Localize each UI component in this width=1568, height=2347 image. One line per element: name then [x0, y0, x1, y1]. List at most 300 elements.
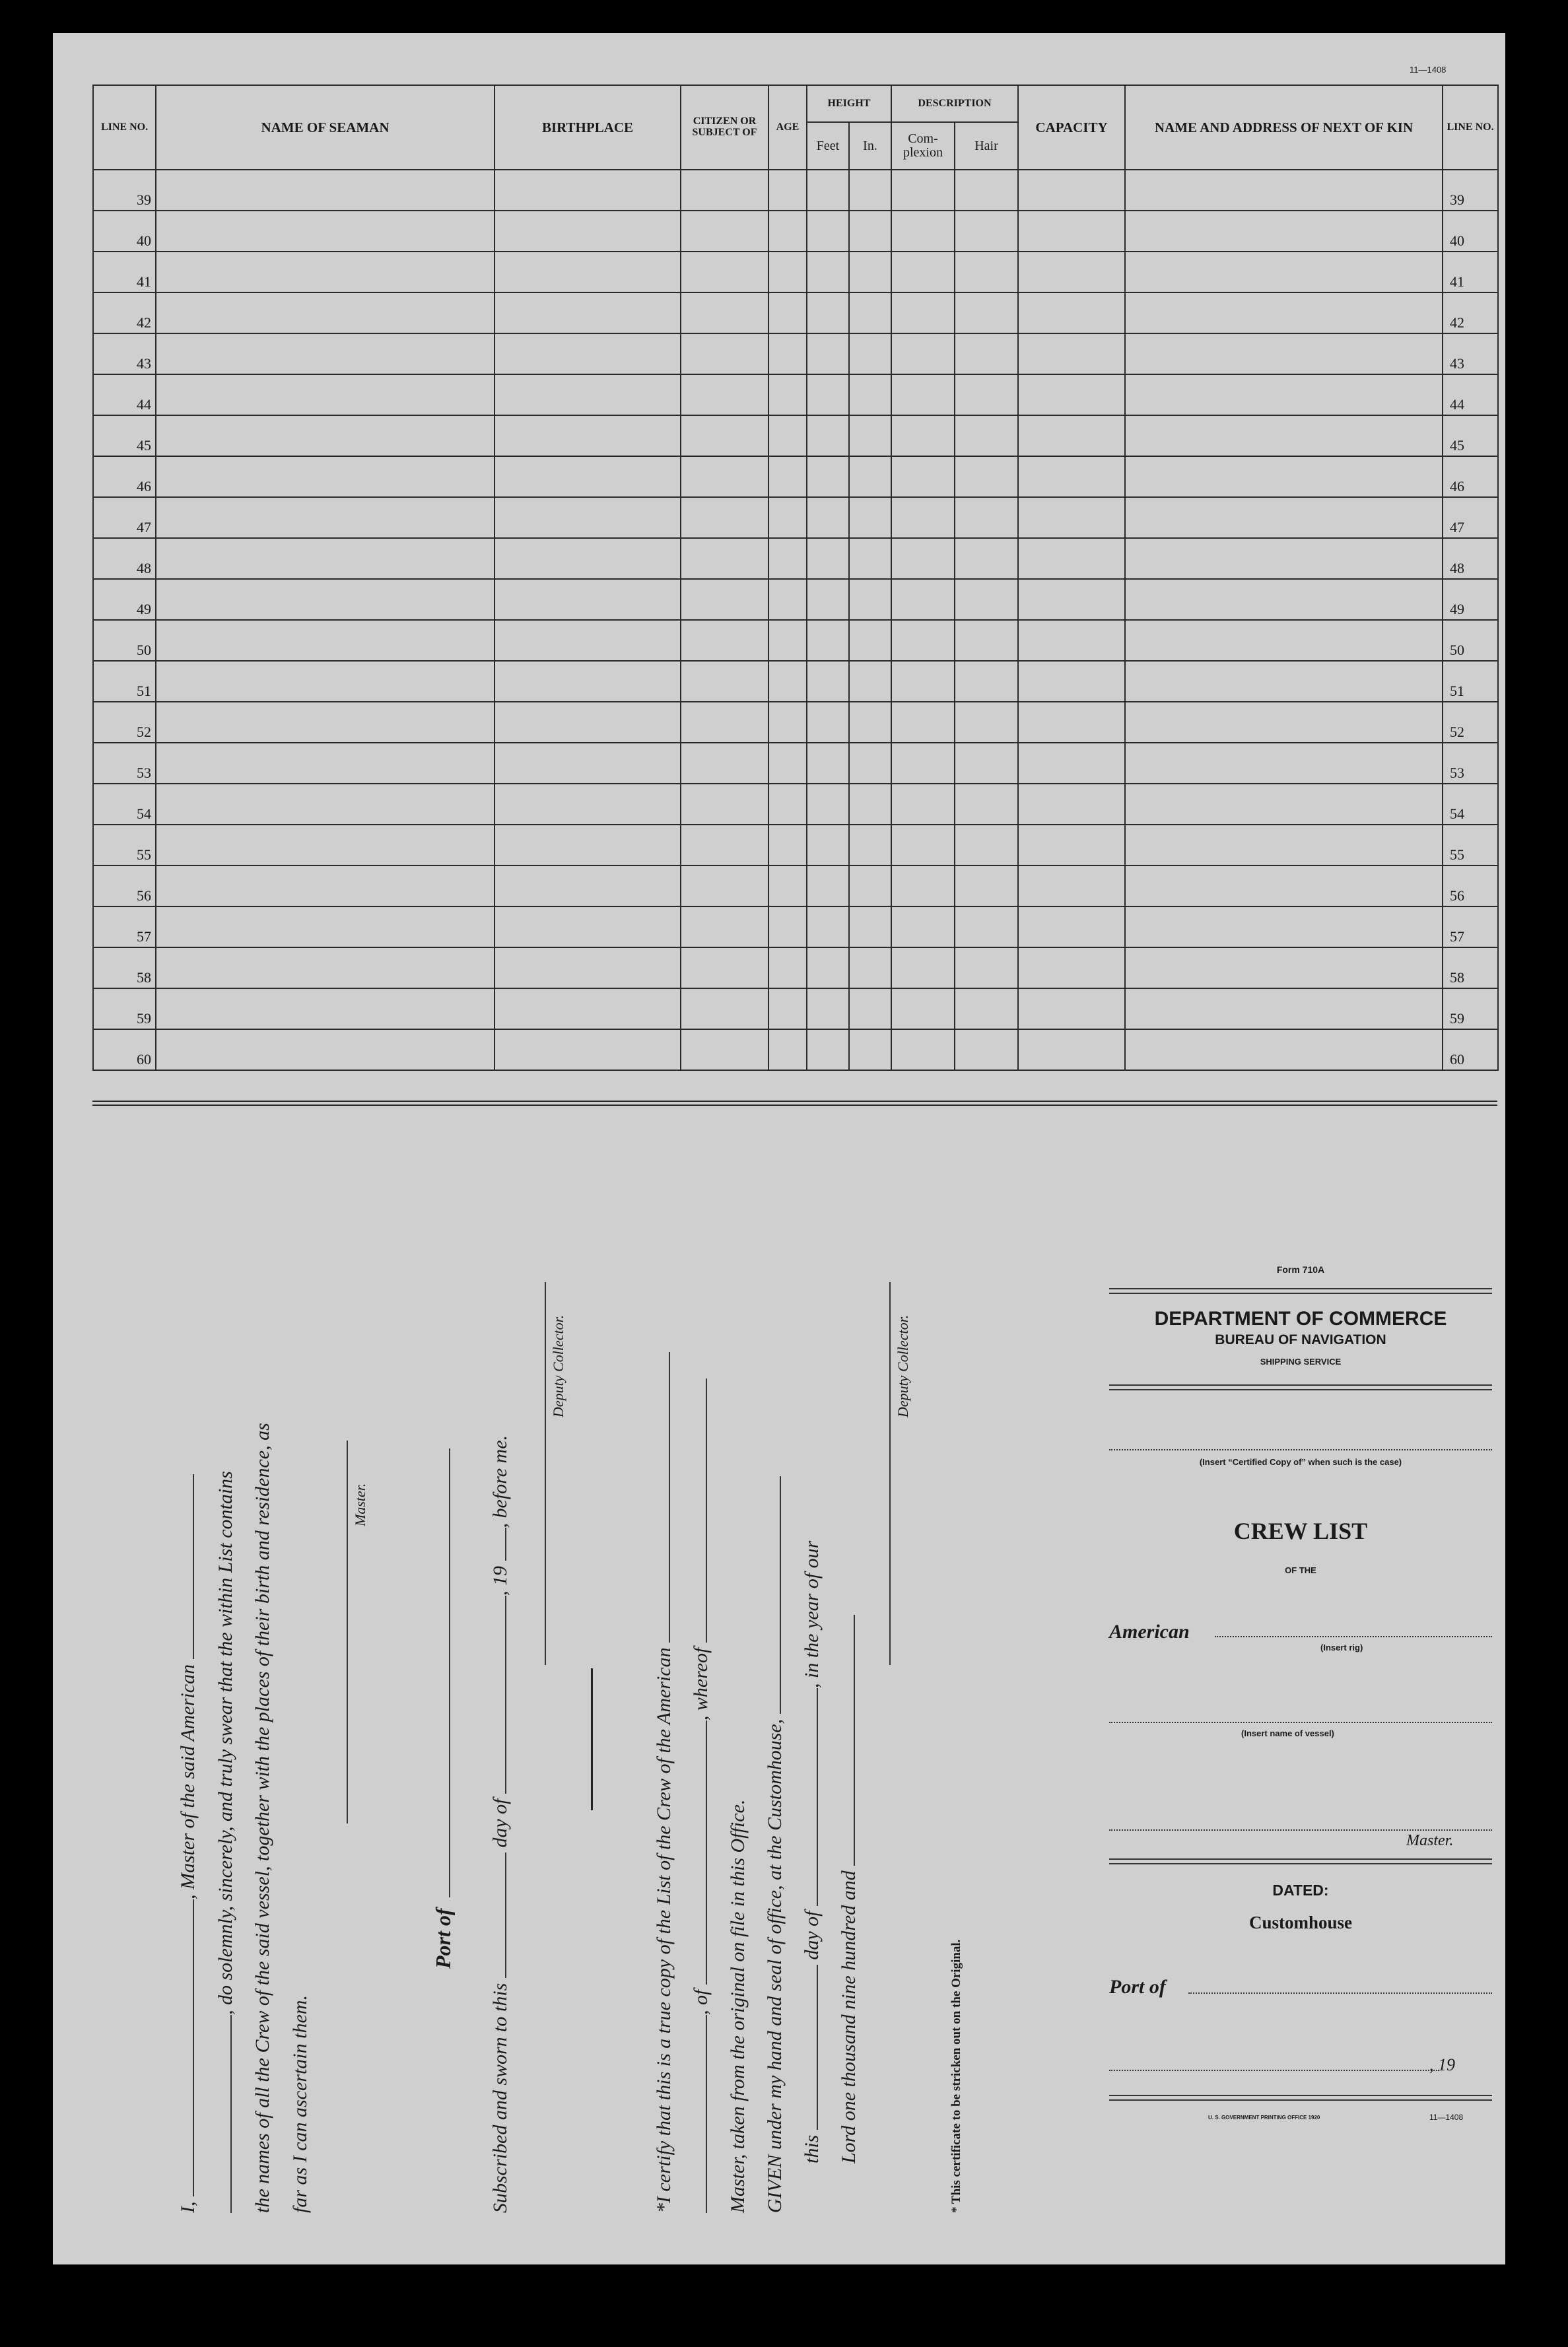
entry-cell[interactable]: [494, 988, 681, 1029]
subscribed-month-field[interactable]: [491, 1596, 506, 1794]
entry-cell[interactable]: [156, 292, 494, 333]
entry-cell[interactable]: [156, 374, 494, 415]
entry-cell[interactable]: [1018, 497, 1125, 538]
given-month-field[interactable]: [802, 1688, 818, 1906]
entry-cell[interactable]: [891, 947, 955, 988]
entry-cell[interactable]: [156, 415, 494, 456]
entry-cell[interactable]: [955, 906, 1018, 947]
entry-cell[interactable]: [891, 906, 955, 947]
entry-cell[interactable]: [891, 702, 955, 743]
entry-cell[interactable]: [955, 579, 1018, 620]
given-day-field[interactable]: [802, 1965, 818, 2130]
entry-cell[interactable]: [1018, 211, 1125, 252]
entry-cell[interactable]: [891, 415, 955, 456]
entry-cell[interactable]: [156, 252, 494, 292]
deputy-signature-line-2[interactable]: [888, 1282, 891, 1665]
entry-cell[interactable]: [891, 866, 955, 906]
entry-cell[interactable]: [849, 825, 891, 866]
rig-field[interactable]: [1215, 1636, 1492, 1637]
entry-cell[interactable]: [156, 211, 494, 252]
entry-cell[interactable]: [849, 579, 891, 620]
oath-section: [154, 1196, 1025, 2213]
entry-cell[interactable]: [955, 415, 1018, 456]
table-row: [93, 538, 1498, 579]
entry-cell[interactable]: [681, 497, 768, 538]
line-number-right: 52: [1443, 702, 1498, 743]
entry-cell[interactable]: [891, 743, 955, 784]
entry-cell[interactable]: [494, 661, 681, 702]
entry-cell[interactable]: [891, 538, 955, 579]
subscribed-day-of: day of: [489, 1798, 511, 1848]
entry-cell[interactable]: [494, 333, 681, 374]
american-label: American: [1109, 1621, 1190, 1643]
entry-cell[interactable]: [807, 743, 849, 784]
given-in-the-year: , in the year of our: [801, 1540, 823, 1688]
entry-cell[interactable]: [1125, 988, 1443, 1029]
entry-cell[interactable]: [849, 415, 891, 456]
entry-cell[interactable]: [494, 374, 681, 415]
entry-cell[interactable]: [156, 702, 494, 743]
entry-cell[interactable]: [494, 784, 681, 825]
dated-label: DATED:: [1272, 1882, 1329, 1899]
entry-cell[interactable]: [807, 825, 849, 866]
entry-cell[interactable]: [1125, 252, 1443, 292]
certify-rig-field[interactable]: [654, 1352, 670, 1643]
entry-cell[interactable]: [768, 743, 807, 784]
insert-vessel-note: (Insert name of vessel): [1241, 1728, 1334, 1738]
entry-cell[interactable]: [955, 456, 1018, 497]
entry-cell[interactable]: [681, 620, 768, 661]
entry-cell[interactable]: [1018, 906, 1125, 947]
entry-cell[interactable]: [1125, 866, 1443, 906]
line-number-right: 39: [1443, 170, 1498, 211]
entry-cell[interactable]: [1125, 292, 1443, 333]
crew-table: [92, 85, 1499, 1071]
line-number-right: 58: [1443, 947, 1498, 988]
entry-cell[interactable]: [807, 661, 849, 702]
entry-cell[interactable]: [768, 456, 807, 497]
line-number-left: 54: [93, 784, 156, 825]
this-day-line: [801, 1541, 823, 2163]
entry-cell[interactable]: [1125, 497, 1443, 538]
entry-cell[interactable]: [1018, 333, 1125, 374]
oath-line-4: far as I can ascertain them.: [289, 1995, 311, 2213]
entry-cell[interactable]: [955, 702, 1018, 743]
entry-cell[interactable]: [807, 988, 849, 1029]
entry-cell[interactable]: [807, 620, 849, 661]
entry-cell[interactable]: [1125, 906, 1443, 947]
entry-cell[interactable]: [807, 1029, 849, 1070]
header-capacity: CAPACITY: [1018, 85, 1125, 170]
entry-cell[interactable]: [681, 906, 768, 947]
entry-cell[interactable]: [156, 1029, 494, 1070]
entry-cell[interactable]: [156, 947, 494, 988]
port-field[interactable]: [1188, 1992, 1492, 1994]
entry-cell[interactable]: [156, 170, 494, 211]
entry-cell[interactable]: [891, 374, 955, 415]
certify-line-2: [690, 1378, 712, 2213]
entry-cell[interactable]: [849, 292, 891, 333]
entry-cell[interactable]: [768, 292, 807, 333]
entry-cell[interactable]: [1125, 456, 1443, 497]
crew-table-body: [93, 170, 1498, 1070]
entry-cell[interactable]: [807, 211, 849, 252]
entry-cell[interactable]: [807, 374, 849, 415]
entry-cell[interactable]: [681, 333, 768, 374]
entry-cell[interactable]: [955, 947, 1018, 988]
certify-port-field[interactable]: [691, 1720, 707, 1985]
entry-cell[interactable]: [494, 579, 681, 620]
entry-cell[interactable]: [156, 579, 494, 620]
entry-cell[interactable]: [1125, 415, 1443, 456]
entry-cell[interactable]: [849, 374, 891, 415]
entry-cell[interactable]: [849, 661, 891, 702]
header-height: HEIGHT: [807, 85, 891, 122]
entry-cell[interactable]: [807, 456, 849, 497]
port-of-field[interactable]: [434, 1448, 450, 1897]
entry-cell[interactable]: [681, 292, 768, 333]
entry-cell[interactable]: [1018, 988, 1125, 1029]
entry-cell[interactable]: [494, 415, 681, 456]
entry-cell[interactable]: [849, 784, 891, 825]
entry-cell[interactable]: [768, 497, 807, 538]
vessel-name-field[interactable]: [216, 2015, 232, 2213]
entry-cell[interactable]: [1018, 702, 1125, 743]
entry-cell[interactable]: [807, 538, 849, 579]
entry-cell[interactable]: [681, 374, 768, 415]
entry-cell[interactable]: [768, 374, 807, 415]
entry-cell[interactable]: [1125, 743, 1443, 784]
certify-master-field[interactable]: [691, 1378, 707, 1643]
entry-cell[interactable]: [891, 579, 955, 620]
subscribed-before-me: , before me.: [489, 1435, 511, 1528]
entry-cell[interactable]: [681, 579, 768, 620]
entry-cell[interactable]: [156, 333, 494, 374]
entry-cell[interactable]: [768, 333, 807, 374]
deputy-signature-line[interactable]: [543, 1282, 546, 1665]
entry-cell[interactable]: [807, 947, 849, 988]
line-number-right: 50: [1443, 620, 1498, 661]
entry-cell[interactable]: [1018, 620, 1125, 661]
entry-cell[interactable]: [681, 415, 768, 456]
entry-cell[interactable]: [494, 743, 681, 784]
given-line: [764, 1476, 786, 2213]
header-complexion: Com-plexion: [891, 122, 955, 170]
entry-cell[interactable]: [156, 661, 494, 702]
entry-cell[interactable]: [494, 456, 681, 497]
entry-cell[interactable]: [681, 456, 768, 497]
given-this: this: [801, 2134, 823, 2163]
entry-cell[interactable]: [156, 906, 494, 947]
entry-cell[interactable]: [891, 1029, 955, 1070]
form-710a: Form 710A: [1276, 1264, 1325, 1275]
entry-cell[interactable]: [849, 743, 891, 784]
oath-line-2: [215, 1471, 237, 2213]
entry-cell[interactable]: [849, 252, 891, 292]
table-row: [93, 947, 1498, 988]
entry-cell[interactable]: [494, 825, 681, 866]
line-number-left: 41: [93, 252, 156, 292]
line-number-left: 60: [93, 1029, 156, 1070]
entry-cell[interactable]: [955, 743, 1018, 784]
entry-cell[interactable]: [891, 456, 955, 497]
entry-cell[interactable]: [891, 333, 955, 374]
entry-cell[interactable]: [768, 252, 807, 292]
entry-cell[interactable]: [1018, 252, 1125, 292]
entry-cell[interactable]: [768, 866, 807, 906]
entry-cell[interactable]: [1125, 333, 1443, 374]
entry-cell[interactable]: [891, 252, 955, 292]
certify-whereof: , whereof: [690, 1647, 712, 1721]
entry-cell[interactable]: [768, 784, 807, 825]
vessel-field[interactable]: [178, 1474, 194, 1659]
table-row: [93, 415, 1498, 456]
entry-cell[interactable]: [156, 497, 494, 538]
entry-cell[interactable]: [1125, 784, 1443, 825]
entry-cell[interactable]: [955, 866, 1018, 906]
entry-cell[interactable]: [1125, 825, 1443, 866]
line-number-right: 42: [1443, 292, 1498, 333]
table-row: [93, 784, 1498, 825]
subscribed-year-field[interactable]: [491, 1528, 506, 1561]
entry-cell[interactable]: [1125, 170, 1443, 211]
entry-cell[interactable]: [494, 170, 681, 211]
entry-cell[interactable]: [849, 988, 891, 1029]
entry-cell[interactable]: [955, 661, 1018, 702]
entry-cell[interactable]: [681, 170, 768, 211]
form-number-top: 11—1408: [1410, 65, 1447, 75]
entry-cell[interactable]: [681, 661, 768, 702]
entry-cell[interactable]: [768, 702, 807, 743]
entry-cell[interactable]: [156, 866, 494, 906]
certified-copy-field[interactable]: [1109, 1449, 1492, 1450]
entry-cell[interactable]: [1018, 743, 1125, 784]
entry-cell[interactable]: [955, 620, 1018, 661]
entry-cell[interactable]: [1125, 661, 1443, 702]
entry-cell[interactable]: [681, 252, 768, 292]
of-the-label: OF THE: [1285, 1565, 1316, 1575]
entry-cell[interactable]: [955, 170, 1018, 211]
entry-cell[interactable]: [156, 456, 494, 497]
line-number-left: 48: [93, 538, 156, 579]
entry-cell[interactable]: [156, 538, 494, 579]
entry-cell[interactable]: [849, 170, 891, 211]
entry-cell[interactable]: [849, 211, 891, 252]
entry-cell[interactable]: [494, 211, 681, 252]
entry-cell[interactable]: [955, 784, 1018, 825]
certify-text: *I certify that this is a true copy of the List of the Crew of the American: [653, 1647, 675, 2213]
given-place-field[interactable]: [765, 1476, 781, 1714]
entry-cell[interactable]: [156, 784, 494, 825]
entry-cell[interactable]: [1018, 825, 1125, 866]
given-day-of: day of: [801, 1911, 823, 1960]
entry-cell[interactable]: [807, 170, 849, 211]
deputy-collector-label-2: Deputy Collector.: [895, 1314, 911, 1417]
master-signature-line[interactable]: [345, 1441, 348, 1823]
insert-rig-note: (Insert rig): [1320, 1643, 1363, 1652]
entry-cell[interactable]: [955, 252, 1018, 292]
entry-cell[interactable]: [494, 702, 681, 743]
entry-cell[interactable]: [768, 947, 807, 988]
entry-cell[interactable]: [955, 1029, 1018, 1070]
entry-cell[interactable]: [768, 415, 807, 456]
entry-cell[interactable]: [891, 825, 955, 866]
entry-cell[interactable]: [1125, 211, 1443, 252]
entry-cell[interactable]: [1018, 866, 1125, 906]
entry-cell[interactable]: [768, 579, 807, 620]
entry-cell[interactable]: [681, 743, 768, 784]
entry-cell[interactable]: [955, 374, 1018, 415]
entry-cell[interactable]: [494, 497, 681, 538]
entry-cell[interactable]: [849, 947, 891, 988]
line-number-right: 46: [1443, 456, 1498, 497]
entry-cell[interactable]: [1125, 538, 1443, 579]
entry-cell[interactable]: [849, 866, 891, 906]
entry-cell[interactable]: [955, 292, 1018, 333]
entry-cell[interactable]: [156, 988, 494, 1029]
entry-cell[interactable]: [1125, 947, 1443, 988]
line-number-right: 53: [1443, 743, 1498, 784]
entry-cell[interactable]: [1125, 374, 1443, 415]
entry-cell[interactable]: [1018, 456, 1125, 497]
table-row: [93, 988, 1498, 1029]
lord-line: [838, 1615, 860, 2163]
master-field[interactable]: [1109, 1829, 1492, 1831]
entry-cell[interactable]: [1125, 579, 1443, 620]
entry-cell[interactable]: [1018, 374, 1125, 415]
entry-cell[interactable]: [768, 170, 807, 211]
entry-cell[interactable]: [955, 497, 1018, 538]
entry-cell[interactable]: [768, 988, 807, 1029]
entry-cell[interactable]: [494, 620, 681, 661]
entry-cell[interactable]: [1125, 620, 1443, 661]
date-field[interactable]: [1109, 2070, 1439, 2071]
entry-cell[interactable]: [494, 1029, 681, 1070]
given-year-field[interactable]: [839, 1615, 855, 1866]
entry-cell[interactable]: [891, 620, 955, 661]
entry-cell[interactable]: [494, 906, 681, 947]
entry-cell[interactable]: [955, 538, 1018, 579]
entry-cell[interactable]: [681, 866, 768, 906]
entry-cell[interactable]: [681, 988, 768, 1029]
entry-cell[interactable]: [849, 497, 891, 538]
entry-cell[interactable]: [807, 333, 849, 374]
entry-cell[interactable]: [494, 866, 681, 906]
entry-cell[interactable]: [1018, 415, 1125, 456]
entry-cell[interactable]: [807, 906, 849, 947]
entry-cell[interactable]: [807, 497, 849, 538]
entry-cell[interactable]: [1018, 784, 1125, 825]
entry-cell[interactable]: [768, 620, 807, 661]
entry-cell[interactable]: [1018, 292, 1125, 333]
entry-cell[interactable]: [891, 211, 955, 252]
entry-cell[interactable]: [849, 1029, 891, 1070]
entry-cell[interactable]: [681, 1029, 768, 1070]
entry-cell[interactable]: [849, 538, 891, 579]
entry-cell[interactable]: [681, 211, 768, 252]
entry-cell[interactable]: [807, 866, 849, 906]
entry-cell[interactable]: [891, 170, 955, 211]
line-number-left: 57: [93, 906, 156, 947]
entry-cell[interactable]: [768, 1029, 807, 1070]
entry-cell[interactable]: [1018, 579, 1125, 620]
entry-cell[interactable]: [768, 538, 807, 579]
entry-cell[interactable]: [1018, 170, 1125, 211]
entry-cell[interactable]: [156, 620, 494, 661]
entry-cell[interactable]: [807, 415, 849, 456]
line-number-right: 56: [1443, 866, 1498, 906]
entry-cell[interactable]: [1018, 661, 1125, 702]
entry-cell[interactable]: [681, 784, 768, 825]
entry-cell[interactable]: [807, 784, 849, 825]
entry-cell[interactable]: [1125, 1029, 1443, 1070]
entry-cell[interactable]: [807, 579, 849, 620]
entry-cell[interactable]: [156, 743, 494, 784]
entry-cell[interactable]: [1018, 1029, 1125, 1070]
entry-cell[interactable]: [494, 292, 681, 333]
entry-cell[interactable]: [849, 906, 891, 947]
line-number-right: 48: [1443, 538, 1498, 579]
entry-cell[interactable]: [891, 292, 955, 333]
entry-cell[interactable]: [891, 497, 955, 538]
entry-cell[interactable]: [681, 825, 768, 866]
entry-cell[interactable]: [681, 947, 768, 988]
entry-cell[interactable]: [891, 784, 955, 825]
oath-line-3: the names of all the Crew of the said vessel, together with the places of their birth and residence, as: [252, 1423, 273, 2213]
entry-cell[interactable]: [955, 333, 1018, 374]
subscribed-line: [489, 1435, 512, 2213]
entry-cell[interactable]: [494, 947, 681, 988]
entry-cell[interactable]: [891, 988, 955, 1029]
entry-cell[interactable]: [494, 252, 681, 292]
entry-cell[interactable]: [1125, 702, 1443, 743]
header-age: AGE: [768, 85, 807, 170]
entry-cell[interactable]: [768, 211, 807, 252]
line-number-right: 60: [1443, 1029, 1498, 1070]
master-label: Master.: [352, 1483, 368, 1526]
certify-vessel-field[interactable]: [691, 2015, 707, 2213]
entry-cell[interactable]: [681, 702, 768, 743]
entry-cell[interactable]: [891, 661, 955, 702]
table-row: [93, 866, 1498, 906]
entry-cell[interactable]: [807, 292, 849, 333]
vessel-name-field[interactable]: [1109, 1722, 1492, 1723]
entry-cell[interactable]: [955, 211, 1018, 252]
table-row: [93, 743, 1498, 784]
entry-cell[interactable]: [768, 825, 807, 866]
entry-cell[interactable]: [1018, 538, 1125, 579]
entry-cell[interactable]: [849, 333, 891, 374]
subscribed-day-field[interactable]: [491, 1853, 506, 1978]
entry-cell[interactable]: [768, 906, 807, 947]
entry-cell[interactable]: [156, 825, 494, 866]
entry-cell[interactable]: [1018, 947, 1125, 988]
entry-cell[interactable]: [681, 538, 768, 579]
entry-cell[interactable]: [494, 538, 681, 579]
entry-cell[interactable]: [849, 702, 891, 743]
certified-note: (Insert “Certified Copy of” when such is the case): [1199, 1457, 1402, 1467]
master-name-field[interactable]: [178, 1899, 194, 2196]
entry-cell[interactable]: [807, 252, 849, 292]
line-number-right: 43: [1443, 333, 1498, 374]
line-number-left: 40: [93, 211, 156, 252]
entry-cell[interactable]: [768, 661, 807, 702]
entry-cell[interactable]: [849, 456, 891, 497]
entry-cell[interactable]: [807, 702, 849, 743]
entry-cell[interactable]: [849, 620, 891, 661]
entry-cell[interactable]: [955, 988, 1018, 1029]
entry-cell[interactable]: [955, 825, 1018, 866]
